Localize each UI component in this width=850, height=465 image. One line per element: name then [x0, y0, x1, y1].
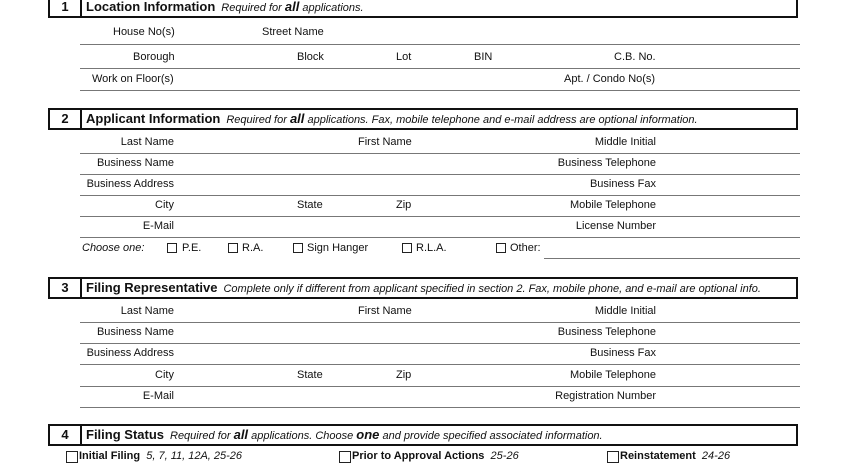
- section-3-note: Complete only if different from applicant specified in section 2. Fax, mobile phone, and e-mail are optional info.: [223, 283, 761, 295]
- applicant-city-line[interactable]: [80, 216, 800, 217]
- section-3-title: Filing Representative: [86, 280, 218, 295]
- applicant-state-label: State: [297, 199, 323, 211]
- rep-business-name-label: Business Name: [96, 326, 174, 338]
- reinstatement-option: Reinstatement 24-26: [620, 450, 731, 462]
- sign-hanger-checkbox[interactable]: [293, 243, 303, 253]
- section-1-header: [48, 0, 798, 18]
- section-3-number: 3: [50, 279, 82, 297]
- rep-email-line[interactable]: [80, 407, 800, 408]
- rep-registration-number-label: Registration Number: [555, 390, 656, 402]
- rep-first-name-label: First Name: [358, 305, 412, 317]
- house-nos-label: House No(s): [113, 26, 175, 38]
- other-line[interactable]: [544, 258, 800, 259]
- ra-checkbox[interactable]: [228, 243, 238, 253]
- section-2-title: Applicant Information: [86, 111, 221, 126]
- section-2-number: 2: [50, 110, 82, 128]
- street-name-label: Street Name: [262, 26, 324, 38]
- section-4-number: 4: [50, 426, 82, 444]
- applicant-email-line[interactable]: [80, 237, 800, 238]
- house-street-line[interactable]: [80, 44, 800, 45]
- applicant-zip-label: Zip: [396, 199, 412, 211]
- applicant-business-address-label: Business Address: [86, 178, 174, 190]
- apt-condo-label: Apt. / Condo No(s): [564, 73, 656, 85]
- rep-zip-label: Zip: [396, 369, 412, 381]
- rep-name-line[interactable]: [80, 322, 800, 323]
- applicant-business-name-line[interactable]: [80, 174, 800, 175]
- block-label: Block: [297, 51, 324, 63]
- choose-one-label: Choose one:: [82, 242, 145, 254]
- rep-city-line[interactable]: [80, 386, 800, 387]
- applicant-email-label: E-Mail: [142, 220, 174, 232]
- section-1-number: 1: [50, 0, 82, 16]
- applicant-license-number-label: License Number: [575, 220, 656, 232]
- rla-label: R.L.A.: [416, 242, 447, 254]
- rep-mobile-telephone-label: Mobile Telephone: [569, 369, 656, 381]
- lot-label: Lot: [396, 51, 412, 63]
- applicant-business-telephone-label: Business Telephone: [557, 157, 656, 169]
- applicant-business-name-label: Business Name: [96, 157, 174, 169]
- cb-no-label: C.B. No.: [614, 51, 656, 63]
- initial-filing-refs: 5, 7, 11, 12A, 25-26: [146, 450, 243, 462]
- section-2-header: [48, 108, 798, 130]
- rep-email-label: E-Mail: [142, 390, 174, 402]
- initial-filing-option: Initial Filing 5, 7, 11, 12A, 25-26: [79, 450, 243, 462]
- reinstatement-refs: 24-26: [701, 450, 731, 462]
- other-checkbox[interactable]: [496, 243, 506, 253]
- applicant-address-line[interactable]: [80, 195, 800, 196]
- section-1-title: Location Information: [86, 0, 216, 14]
- applicant-business-fax-label: Business Fax: [589, 178, 656, 190]
- sign-hanger-label: Sign Hanger: [307, 242, 369, 254]
- rep-city-label: City: [155, 369, 174, 381]
- rep-last-name-label: Last Name: [120, 305, 174, 317]
- section-3-header: [48, 277, 798, 299]
- prior-to-approval-option: Prior to Approval Actions 25-26: [352, 450, 519, 462]
- rep-business-name-line[interactable]: [80, 343, 800, 344]
- floor-line[interactable]: [80, 90, 800, 91]
- rep-address-line[interactable]: [80, 364, 800, 365]
- borough-label: Borough: [133, 51, 175, 63]
- rep-business-telephone-label: Business Telephone: [557, 326, 656, 338]
- pe-label: P.E.: [182, 242, 202, 254]
- pe-checkbox[interactable]: [167, 243, 177, 253]
- section-2-note: Required for all applications. Fax, mobile telephone and e-mail address are optional information.: [226, 111, 698, 126]
- rla-checkbox[interactable]: [402, 243, 412, 253]
- applicant-first-name-label: First Name: [358, 136, 412, 148]
- rep-business-address-label: Business Address: [86, 347, 174, 359]
- rep-middle-initial-label: Middle Initial: [594, 305, 656, 317]
- reinstatement-checkbox[interactable]: [607, 451, 619, 463]
- section-4-title: Filing Status: [86, 427, 164, 442]
- section-4-header: [48, 424, 798, 446]
- initial-filing-checkbox[interactable]: [66, 451, 78, 463]
- other-label: Other:: [510, 242, 541, 254]
- applicant-city-label: City: [155, 199, 174, 211]
- applicant-last-name-label: Last Name: [120, 136, 174, 148]
- prior-to-approval-checkbox[interactable]: [339, 451, 351, 463]
- prior-to-approval-refs: 25-26: [490, 450, 519, 462]
- section-1-note: Required for all applications.: [221, 0, 364, 14]
- applicant-mobile-telephone-label: Mobile Telephone: [569, 199, 656, 211]
- ra-label: R.A.: [242, 242, 264, 254]
- work-on-floors-label: Work on Floor(s): [92, 73, 174, 85]
- rep-business-fax-label: Business Fax: [589, 347, 656, 359]
- bin-label: BIN: [474, 51, 493, 63]
- applicant-middle-initial-label: Middle Initial: [594, 136, 656, 148]
- borough-line[interactable]: [80, 68, 800, 69]
- applicant-name-line[interactable]: [80, 153, 800, 154]
- section-4-note: Required for all applications. Choose one and provide specified associated information.: [170, 427, 603, 442]
- rep-state-label: State: [297, 369, 323, 381]
